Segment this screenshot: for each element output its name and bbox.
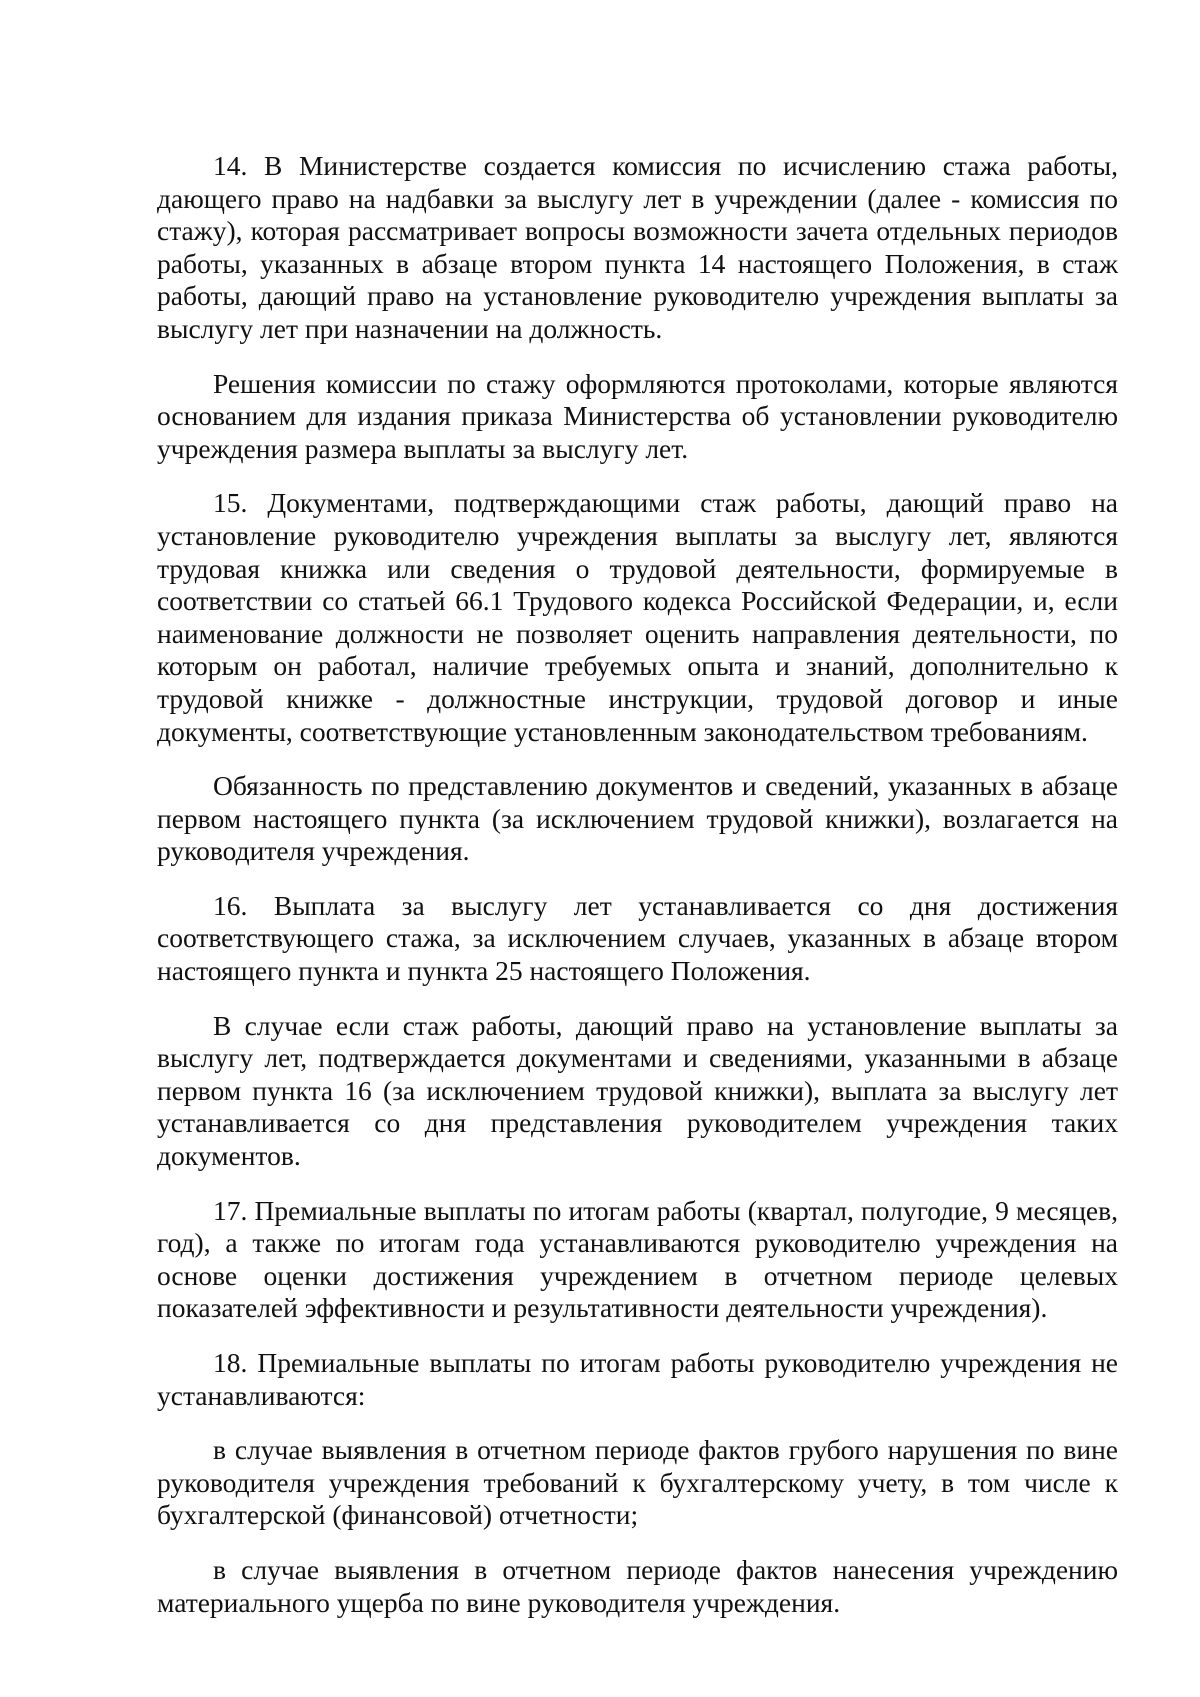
paragraph-18-case-damage: в случае выявления в отчетном периоде фактов нанесения учреждению материального ущерба по вине руководителя учреждения.	[157, 1553, 1118, 1618]
paragraph-16-exception: В случае если стаж работы, дающий право на установление выплаты за выслугу лет, подтверждается документами и сведениями, указанными в абзаце первом пункта 16 (за исключением трудовой книжки), выплата за выслугу лет устанавливается со дня представления руководителем учреждения таких документов.	[157, 1009, 1118, 1172]
paragraph-18: 18. Премиальные выплаты по итогам работы руководителю учреждения не устанавливаются:	[157, 1347, 1118, 1411]
paragraph-15: 15. Документами, подтверждающими стаж работы, дающий право на установление руководителю учреждения выплаты за выслугу лет, являются трудовая книжка или сведения о трудовой деятельности, формируемые в соответствии со статьей 66.1 Трудового кодекса Российской Федерации, и, если наименование должности не позволяет оценить направления деятельности, по которым он работал, наличие требуемых опыта и знаний, дополнительно к трудовой книжке - должностные инструкции, трудовой договор и иные документы, соответствующие установленным законодательством требованиям.	[157, 487, 1118, 747]
paragraph-14: 14. В Министерстве создается комиссия по исчислению стажа работы, дающего право на надбавки за выслугу лет в учреждении (далее - комиссия по стажу), которая рассматривает вопросы возможности зачета отдельных периодов работы, указанных в абзаце втором пункта 14 настоящего Положения, в стаж работы, дающий право на установление руководителю учреждения выплаты за выслугу лет при назначении на должность.	[157, 150, 1118, 344]
paragraph-18-case-accounting: в случае выявления в отчетном периоде фактов грубого нарушения по вине руководителя учреждения требований к бухгалтерскому учету, в том числе к бухгалтерской (финансовой) отчетности;	[157, 1434, 1118, 1531]
paragraph-15-obligation: Обязанность по представлению документов и сведений, указанных в абзаце первом настоящего пункта (за исключением трудовой книжки), возлагается на руководителя учреждения.	[157, 770, 1118, 867]
document-page	[157, 150, 1118, 1641]
paragraph-17: 17. Премиальные выплаты по итогам работы (квартал, полугодие, 9 месяцев, год), а также по итогам года устанавливаются руководителю учреждения на основе оценки достижения учреждением в отчетном периоде целевых показателей эффективности и результативности деятельности учреждения).	[157, 1194, 1118, 1324]
paragraph-14-decisions: Решения комиссии по стажу оформляются протоколами, которые являются основанием для издания приказа Министерства об установлении руководителю учреждения размера выплаты за выслугу лет.	[157, 367, 1118, 464]
paragraph-16: 16. Выплата за выслугу лет устанавливается со дня достижения соответствующего стажа, за исключением случаев, указанных в абзаце втором настоящего пункта и пункта 25 настоящего Положения.	[157, 889, 1118, 987]
